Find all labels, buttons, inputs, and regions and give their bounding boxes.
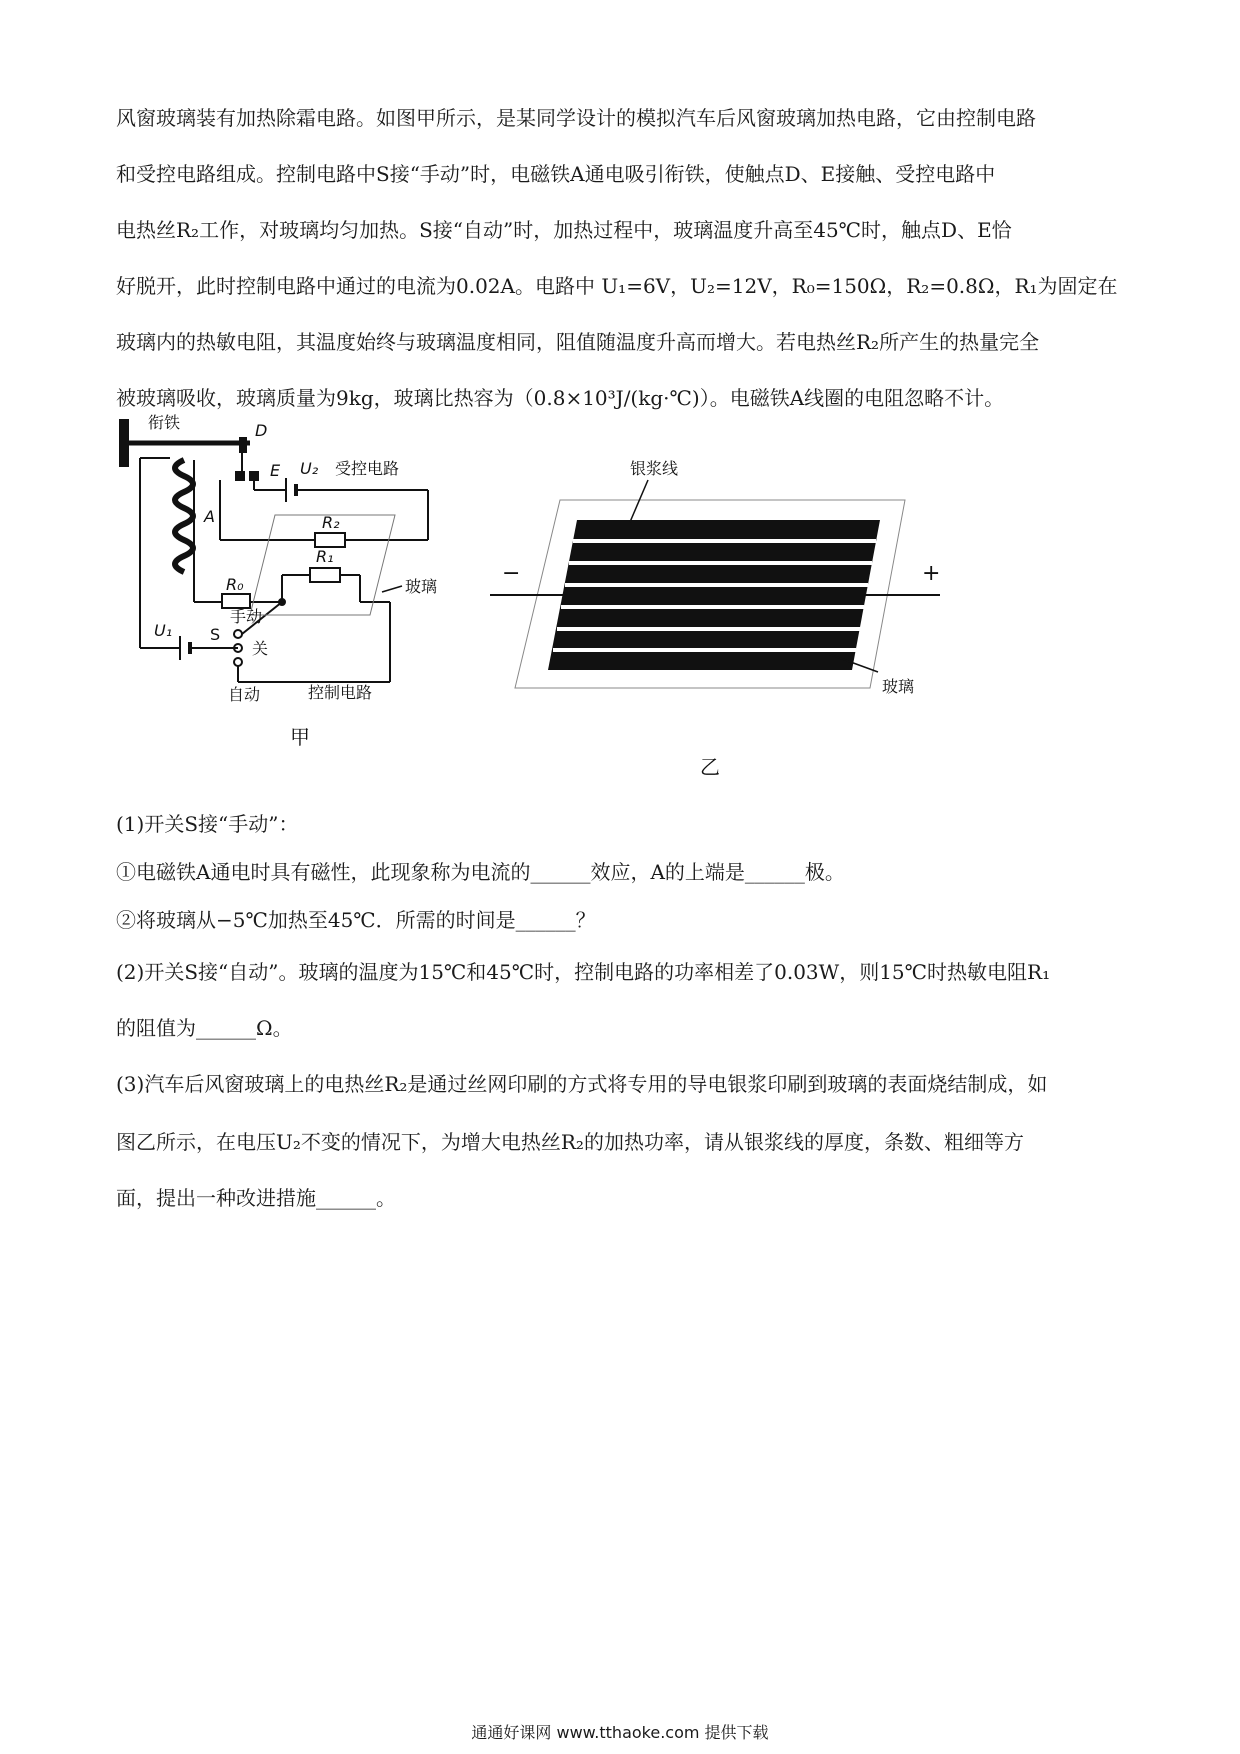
label-silver-line: 银浆线 [630, 459, 679, 478]
label-r1: R₁ [316, 547, 334, 566]
question-3-line: (3)汽车后风窗玻璃上的电热丝R₂是通过丝网印刷的方式将专用的导电银浆印刷到玻璃的表面烧结制成，如 [116, 1072, 1048, 1096]
question-1b: ②将玻璃从−5℃加热至45℃．所需的时间是______？ [116, 908, 596, 932]
intro-line: 风窗玻璃装有加热除霜电路。如图甲所示，是某同学设计的模拟汽车后风窗玻璃加热电路，它由控制电路 [116, 106, 1036, 130]
question-2-line: (2)开关S接“自动”。玻璃的温度为15℃和45℃时，控制电路的功率相差了0.03W，则15℃时热敏电阻R₁ [116, 960, 1051, 984]
label-manual: 手动 [230, 607, 263, 626]
glass-pointer [382, 586, 402, 592]
intro-line: 电热丝R₂工作，对玻璃均匀加热。S接“自动”时，加热过程中，玻璃温度升高至45℃时，触点D、E恰 [116, 218, 1012, 242]
label-control-circuit: 控制电路 [308, 683, 373, 702]
intro-line: 和受控电路组成。控制电路中S接“手动”时，电磁铁A通电吸引衔铁，使触点D、E接触、受控电路中 [116, 162, 996, 186]
coil-a [175, 460, 193, 572]
label-d: D [255, 421, 268, 440]
page-footer: 通通好课网 www.tthaoke.com 提供下载 [471, 1723, 769, 1742]
intro-line: 好脱开，此时控制电路中通过的电流为0.02A。电路中 U₁=6V，U₂=12V，R₀=150Ω，R₂=0.8Ω，R₁为固定在 [116, 274, 1118, 298]
label-auto: 自动 [228, 685, 261, 704]
label-off: 关 [252, 639, 269, 658]
label-minus: − [502, 561, 521, 586]
figure-yi-glass [490, 459, 940, 779]
label-armature: 衔铁 [148, 413, 181, 432]
label-glass: 玻璃 [405, 577, 438, 596]
question-1a: ①电磁铁A通电时具有磁性，此现象称为电流的______效应，A的上端是______极。 [116, 860, 845, 884]
intro-line: 玻璃内的热敏电阻，其温度始终与玻璃温度相同，阻值随温度升高而增大。若电热丝R₂所产生的热量完全 [116, 330, 1040, 354]
label-u1: U₁ [154, 621, 173, 640]
question-1-heading: (1)开关S接“手动”： [116, 812, 299, 836]
label-plus: + [922, 561, 941, 586]
label-a: A [204, 507, 215, 526]
label-s: S [210, 625, 221, 644]
resistor-r2 [315, 533, 345, 547]
contact-e [236, 472, 244, 480]
label-e: E [270, 461, 281, 480]
caption-yi: 乙 [700, 755, 720, 779]
question-2-line: 的阻值为______Ω。 [116, 1016, 293, 1040]
pivot-post [120, 420, 128, 466]
switch-contact-manual [234, 630, 242, 638]
intro-line: 被玻璃吸收，玻璃质量为9kg，玻璃比热容为（0.8×10³J/(kg·℃)）。电磁铁A线圈的电阻忽略不计。 [116, 386, 1005, 410]
figures [110, 410, 990, 790]
switch-contact-auto [234, 658, 242, 666]
label-glass: 玻璃 [882, 677, 915, 696]
resistor-r1 [310, 568, 340, 582]
label-r0: R₀ [226, 575, 244, 594]
question-3-line: 图乙所示，在电压U₂不变的情况下，为增大电热丝R₂的加热功率，请从银浆线的厚度，条数、粗细等方 [116, 1130, 1024, 1154]
problem-intro [116, 90, 1132, 426]
figure-jia-labels [148, 413, 437, 749]
resistor-r0 [222, 594, 250, 608]
caption-jia: 甲 [290, 725, 310, 749]
contact-d [240, 438, 246, 452]
label-r2: R₂ [322, 513, 340, 532]
label-controlled-circuit: 受控电路 [335, 459, 400, 478]
silver-line-pointer [630, 480, 648, 522]
contact-e2 [250, 472, 258, 480]
label-u2: U₂ [300, 459, 319, 478]
circuit-figures [110, 410, 990, 790]
question-3-line: 面，提出一种改进措施______。 [116, 1186, 396, 1210]
